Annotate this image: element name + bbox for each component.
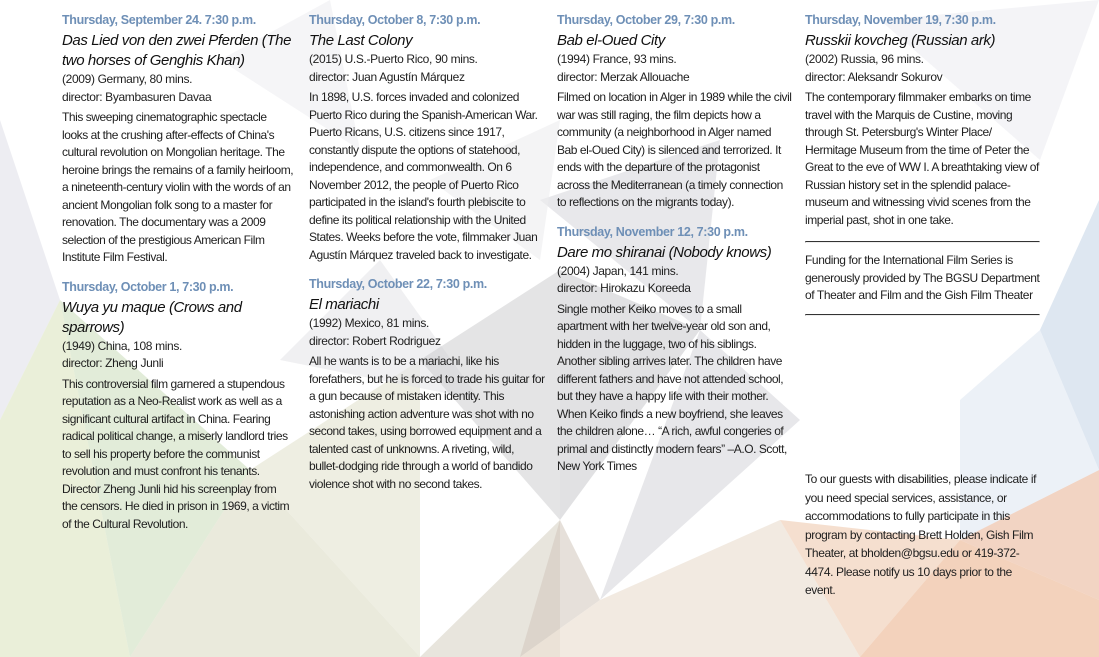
screening-date: Thursday, November 12, 7:30 p.m.	[557, 224, 748, 239]
film-description: This sweeping cinematographic spectacle looks at the crushing after-effects of China's cultural revolution on Mongolian heritage. The heroine brings the remains of a family heirloom, a nineteenth-century violin with the words of an ancient Mongolian folk song to a master for renovation. The documentary was a 2009 selection of the prestigious American Film Institute Film Festival.	[62, 110, 294, 264]
film-director: director: Aleksandr Sokurov	[805, 69, 943, 84]
column-4	[805, 12, 1040, 316]
film-director: director: Byambasuren Davaa	[62, 89, 212, 104]
film-year-country-runtime: (2004) Japan, 141 mins.	[557, 263, 679, 278]
screening-date: Thursday, November 19, 7:30 p.m.	[805, 13, 996, 27]
column-3	[557, 12, 793, 488]
screening-date: Thursday, October 29, 7:30 p.m.	[557, 13, 735, 27]
film-entry	[309, 276, 545, 493]
film-description: Single mother Keiko moves to a small apartment with her twelve-year old son and, hidden in the luggage, two of his siblings. Another sibling arrives later. The children have different fathers and have not attended school, but they have a happy life with their mother. When Keiko finds a new boyfriend, she leaves the children alone… “A rich, awful congeries of primal and distinctly modern fears” –A.O. Scott, New York Times	[557, 301, 787, 473]
film-year-country-runtime: (1949) China, 108 mins.	[62, 338, 183, 353]
film-entry	[62, 279, 294, 534]
accessibility-notice: To our guests with disabilities, please indicate if you need special services, assistance, or accommodations to fully participate in this program by contacting Brett Holden, Gish Film Theater, at bholden@bgsu.edu or 419-372-4474. Please notify us 10 days prior to the event.	[805, 472, 1037, 597]
column-2	[309, 12, 545, 505]
film-director: director: Robert Rodriguez	[309, 333, 441, 348]
screening-date: Thursday, October 22, 7:30 p.m.	[309, 277, 487, 291]
film-year-country-runtime: (2002) Russia, 96 mins.	[805, 52, 924, 66]
film-description: The contemporary filmmaker embarks on time travel with the Marquis de Custine, moving through St. Petersburg's Winter Place/ Hermitage Museum from the time of Peter the Great to the eve of WW I. A breathtaking view of Russian history set in the splendid palace-museum and witnessing vivid scenes from the imperial past, shot in one take.	[805, 90, 1039, 227]
film-entry	[805, 12, 1040, 229]
film-description: All he wants is to be a mariachi, like his forefathers, but he is forced to trade his guitar for a gun because of mistaken identity. This astonishing action adventure was shot with no second takes, using borrowed equipment and a talented cast of unknowns. A riveting, wild, bullet-dodging ride through a world of bandido violence shot with no second takes.	[309, 354, 545, 491]
film-title: Dare mo shiranai (Nobody knows)	[557, 243, 772, 261]
film-title: The Last Colony	[309, 32, 413, 49]
film-year-country-runtime: (1992) Mexico, 81 mins.	[309, 316, 430, 330]
film-year-country-runtime: (2009) Germany, 80 mins.	[62, 72, 193, 86]
film-title: Russkii kovcheg (Russian ark)	[805, 32, 996, 49]
screening-date: Thursday, October 8, 7:30 p.m.	[309, 13, 481, 27]
film-entry	[309, 12, 545, 264]
film-title: Das Lied von den zwei Pferden (The two horses of Genghis Khan)	[62, 32, 292, 69]
film-director: director: Hirokazu Koreeda	[557, 281, 691, 295]
screening-date: Thursday, October 1, 7:30 p.m.	[62, 279, 234, 294]
film-year-country-runtime: (1994) France, 93 mins.	[557, 52, 677, 66]
film-title: Bab el-Oued City	[557, 32, 665, 49]
film-description: This controversial film garnered a stupendous reputation as a Neo-Realist work as well as a significant cultural artifact in China. Fearing radical political change, a miserly landlord tries to sell his property before the communist revolution and must confront his tenants. Director Zheng Junli hid his screenplay from the censors. He died in prison in 1969, a victim of the Cultural Revolution.	[62, 376, 290, 531]
film-entry	[557, 224, 793, 476]
film-year-country-runtime: (2015) U.S.-Puerto Rico, 90 mins.	[309, 52, 478, 66]
column-1	[62, 12, 294, 545]
film-description: Filmed on location in Alger in 1989 while the civil war was still raging, the film depicts how a community (a neighborhood in Alger named Bab el-Oued City) is silenced and terrorized. It ends with the departure of the protagonist across the Mediterranean (a timely connection to reflections on the migrants today).	[557, 90, 792, 209]
film-director: director: Juan Agustín Márquez	[309, 69, 465, 84]
film-entry	[62, 12, 294, 267]
film-director: director: Zheng Junli	[62, 356, 164, 370]
film-description: In 1898, U.S. forces invaded and colonized Puerto Rico during the Spanish-American War. Puerto Ricans, U.S. citizens since 1917, constantly dispute the options of statehood, independence, and commonwealth. On 6 November 2012, the people of Puerto Rico participated in the island's fourth plebiscite to define its political relationship with the United States. Weeks before the vote, filmmaker Juan Agustín Márquez traveled back to investigate.	[309, 90, 538, 262]
film-director: director: Merzak Allouache	[557, 69, 690, 84]
funding-note: Funding for the International Film Series is generously provided by The BGSU Department of Theater and Film and the Gish Film Theater	[805, 253, 1040, 302]
film-title: Wuya yu maque (Crows and sparrows)	[62, 298, 242, 336]
divider-bottom	[805, 314, 1040, 316]
film-title: El mariachi	[309, 296, 379, 313]
screening-date: Thursday, September 24. 7:30 p.m.	[62, 13, 256, 27]
film-entry	[557, 12, 793, 212]
